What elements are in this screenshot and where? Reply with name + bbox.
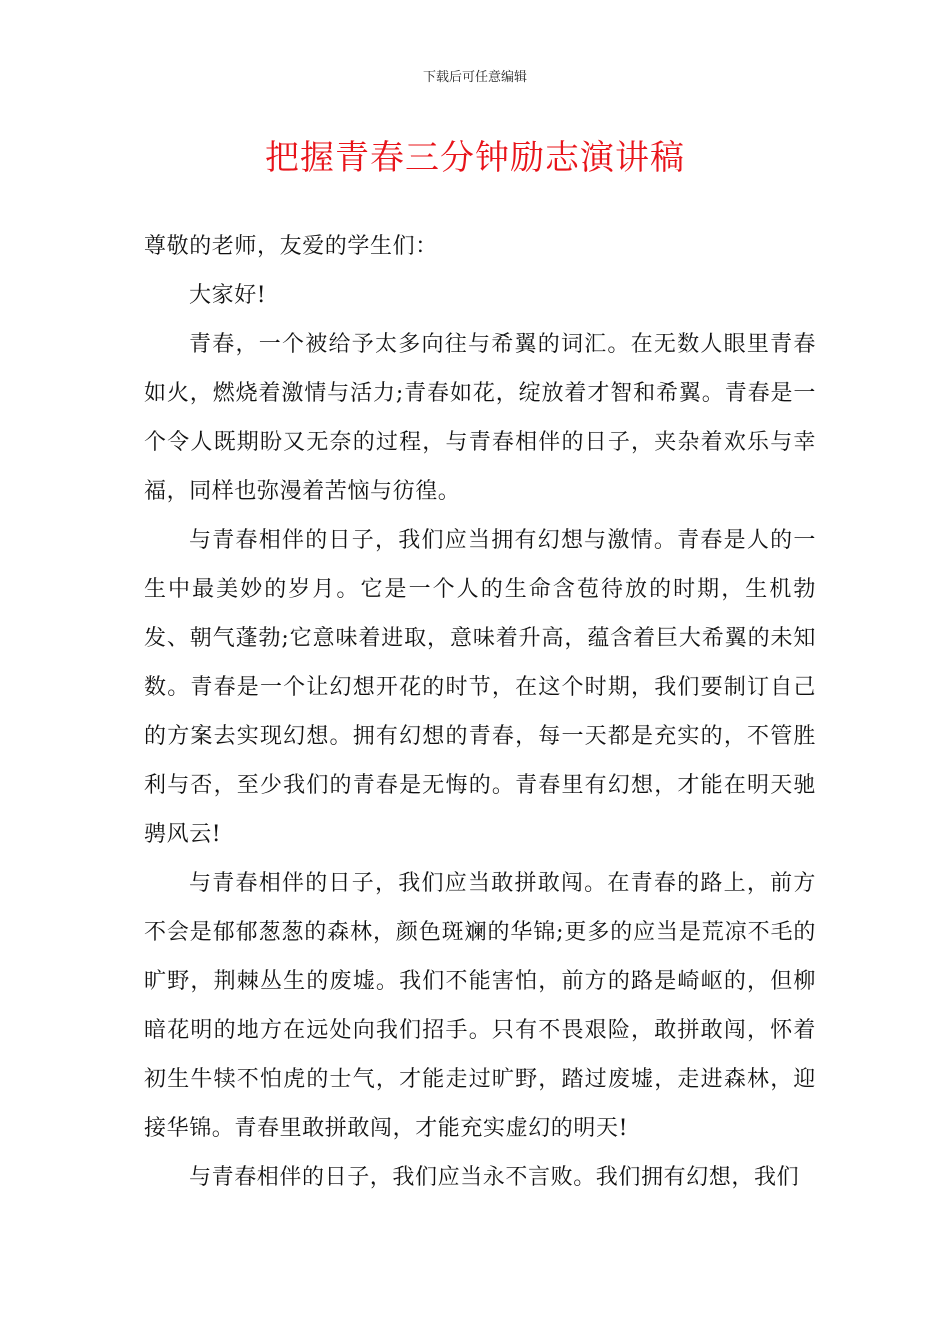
paragraph-1: 青春，一个被给予太多向往与希翼的词汇。在无数人眼里青春如火，燃烧着激情与活力;青春如花，绽放着才智和希翼。青春是一个令人既期盼又无奈的过程，与青春相伴的日子，夹杂着欢乐与幸福，同样也弥漫着苦恼与彷徨。: [144, 332, 816, 504]
page-header-note: 下载后可任意编辑: [422, 70, 527, 85]
salutation: 尊敬的老师，友爱的学生们：: [144, 234, 438, 259]
paragraph-2: 与青春相伴的日子，我们应当拥有幻想与激情。青春是人的一生中最美妙的岁月。它是一个人的生命含苞待放的时期，生机勃发、朝气蓬勃;它意味着进取，意味着升高，蕴含着巨大希翼的未知数。青春是一个让幻想开花的时节，在这个时期，我们要制订自己的方案去实现幻想。拥有幻想的青春，每一天都是充实的，不管胜利与否，至少我们的青春是无悔的。青春里有幻想，才能在明天驰骋风云!: [144, 528, 816, 847]
paragraph-4: 与青春相伴的日子，我们应当永不言败。我们拥有幻想，我们: [189, 1165, 800, 1190]
document-body: [144, 222, 816, 1202]
paragraph-3: 与青春相伴的日子，我们应当敢拼敢闯。在青春的路上，前方不会是郁郁葱葱的森林，颜色斑斓的华锦;更多的应当是荒凉不毛的旷野，荆棘丛生的废墟。我们不能害怕，前方的路是崎岖的，但柳暗花明的地方在远处向我们招手。只有不畏艰险，敢拼敢闯，怀着初生牛犊不怕虎的士气，才能走过旷野，踏过废墟，走进森林，迎接华锦。青春里敢拼敢闯，才能充实虚幻的明天!: [144, 871, 816, 1141]
document-title: 把握青春三分钟励志演讲稿: [265, 138, 685, 178]
paragraph-greeting: 大家好!: [189, 283, 267, 308]
